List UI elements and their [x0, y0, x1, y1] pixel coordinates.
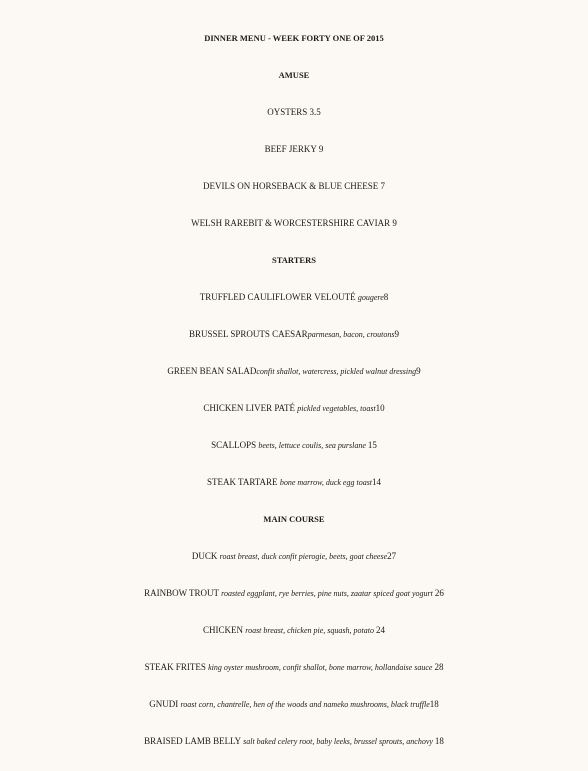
dish-price: 26 — [434, 588, 444, 598]
menu-title: DINNER MENU - WEEK FORTY ONE OF 2015 — [204, 33, 384, 43]
dish-price: 18 — [429, 699, 439, 709]
dish-name: STEAK TARTARE — [206, 477, 280, 487]
amuse-item-devils-on-horseback: DEVILS ON HORSEBACK & BLUE CHEESE 7 — [202, 181, 385, 191]
main-course-item — [0, 658, 588, 677]
section-heading-main-course: MAIN COURSE — [263, 514, 325, 524]
dish-description: king oyster mushroom, confit shallot, bone marrow, hollandaise sauce — [208, 663, 435, 672]
dish-description: parmesan, bacon, croutons — [307, 330, 395, 339]
dish-name: BRAISED LAMB BELLY — [144, 736, 244, 746]
dish-price: 28 — [434, 662, 444, 672]
dish-name: DUCK — [191, 551, 220, 561]
dish-name: GNUDI — [149, 699, 181, 709]
main-course-item — [0, 584, 588, 603]
dish-description: roast corn, chantrelle, hen of the woods and nameko mushrooms, black truffle — [180, 700, 430, 709]
starter-item — [0, 325, 588, 344]
amuse-item-welsh-rarebit: WELSH RAREBIT & WORCESTERSHIRE CAVIAR 9 — [191, 218, 397, 228]
main-course-item — [0, 621, 588, 640]
dish-description: pickled vegetables, toast — [297, 404, 376, 413]
dish-name: STEAK FRITES — [144, 662, 209, 672]
dish-price: 27 — [387, 551, 397, 561]
dish-description: roast breast, duck confit pierogie, beets, goat cheese — [219, 552, 388, 561]
amuse-item-beef-jerky: BEEF JERKY 9 — [264, 144, 324, 154]
dish-description: gougere — [357, 293, 384, 302]
dish-description: roasted eggplant, rye berries, pine nuts, zaatar spiced goat yogurt — [221, 589, 435, 598]
main-course-item — [0, 547, 588, 566]
main-course-item — [0, 695, 588, 714]
dish-name: SCALLOPS — [211, 440, 259, 450]
section-heading-starters: STARTERS — [272, 255, 316, 265]
dish-price: 9 — [416, 366, 421, 376]
dish-name: CHICKEN — [203, 625, 246, 635]
main-course-item — [0, 732, 588, 751]
dish-description: confit shallot, watercress, pickled walnut dressing — [256, 367, 417, 376]
dish-price: 10 — [375, 403, 385, 413]
starter-item — [0, 362, 588, 381]
amuse-item-oysters: OYSTERS 3.5 — [267, 107, 321, 117]
dish-price: 9 — [394, 329, 399, 339]
dish-price: 18 — [434, 736, 444, 746]
dish-description: salt baked celery root, baby leeks, brussel sprouts, anchovy — [243, 737, 435, 746]
dish-description: roast breast, chicken pie, squash, potato — [245, 626, 376, 635]
starter-item — [0, 436, 588, 455]
dish-name: BRUSSEL SPROUTS CAESAR — [188, 329, 308, 339]
dish-description: beets, lettuce coulis, sea purslane — [258, 441, 368, 450]
dish-price: 8 — [383, 292, 389, 302]
section-heading-amuse: AMUSE — [278, 70, 310, 80]
dish-price: 15 — [367, 440, 377, 450]
dish-name: TRUFFLED CAULIFLOWER VELOUTÉ — [199, 292, 358, 302]
dish-name: CHICKEN LIVER PATÉ — [203, 403, 298, 413]
dish-name: RAINBOW TROUT — [144, 588, 222, 598]
dish-name: GREEN BEAN SALAD — [167, 366, 257, 376]
starter-item — [0, 288, 588, 307]
starter-item — [0, 399, 588, 418]
dish-price: 14 — [372, 477, 382, 487]
starter-item — [0, 473, 588, 492]
dish-price: 24 — [375, 625, 385, 635]
dish-description: bone marrow, duck egg toast — [279, 478, 373, 487]
